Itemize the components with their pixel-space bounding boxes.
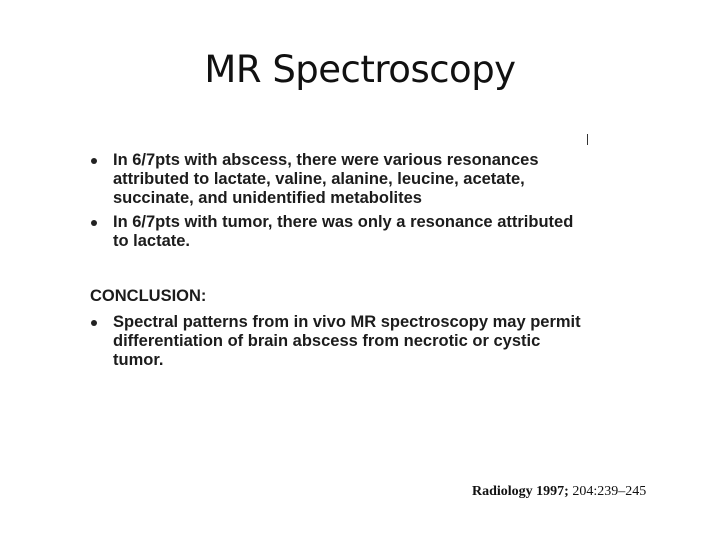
findings-list [90,151,650,256]
conclusion-line: tumor. [113,351,164,369]
finding-tumor [90,213,650,251]
finding-line: In 6/7pts with abscess, there were various resonances [113,151,539,169]
conclusion-list [90,313,650,375]
finding-line: succinate, and unidentified metabolites [113,189,422,207]
bullet-icon [91,220,97,226]
bullet-icon [91,320,97,326]
conclusion-line: differentiation of brain abscess from necrotic or cystic [113,332,541,350]
conclusion-line: Spectral patterns from in vivo MR spectroscopy may permit [113,313,581,331]
finding-line: attributed to lactate, valine, alanine, leucine, acetate, [113,170,525,188]
slide-title: MR Spectroscopy [204,48,516,91]
tick-mark [587,134,588,145]
bullet-icon [91,158,97,164]
citation [472,484,646,500]
citation-pages: 204:239–245 [568,484,647,499]
finding-abscess [90,151,650,208]
finding-line: In 6/7pts with tumor, there was only a resonance attributed [113,213,574,231]
citation-journal: Radiology 1997; [472,484,569,499]
conclusion-heading: CONCLUSION: [90,287,207,305]
finding-line: to lactate. [113,232,191,250]
conclusion-item [90,313,650,370]
